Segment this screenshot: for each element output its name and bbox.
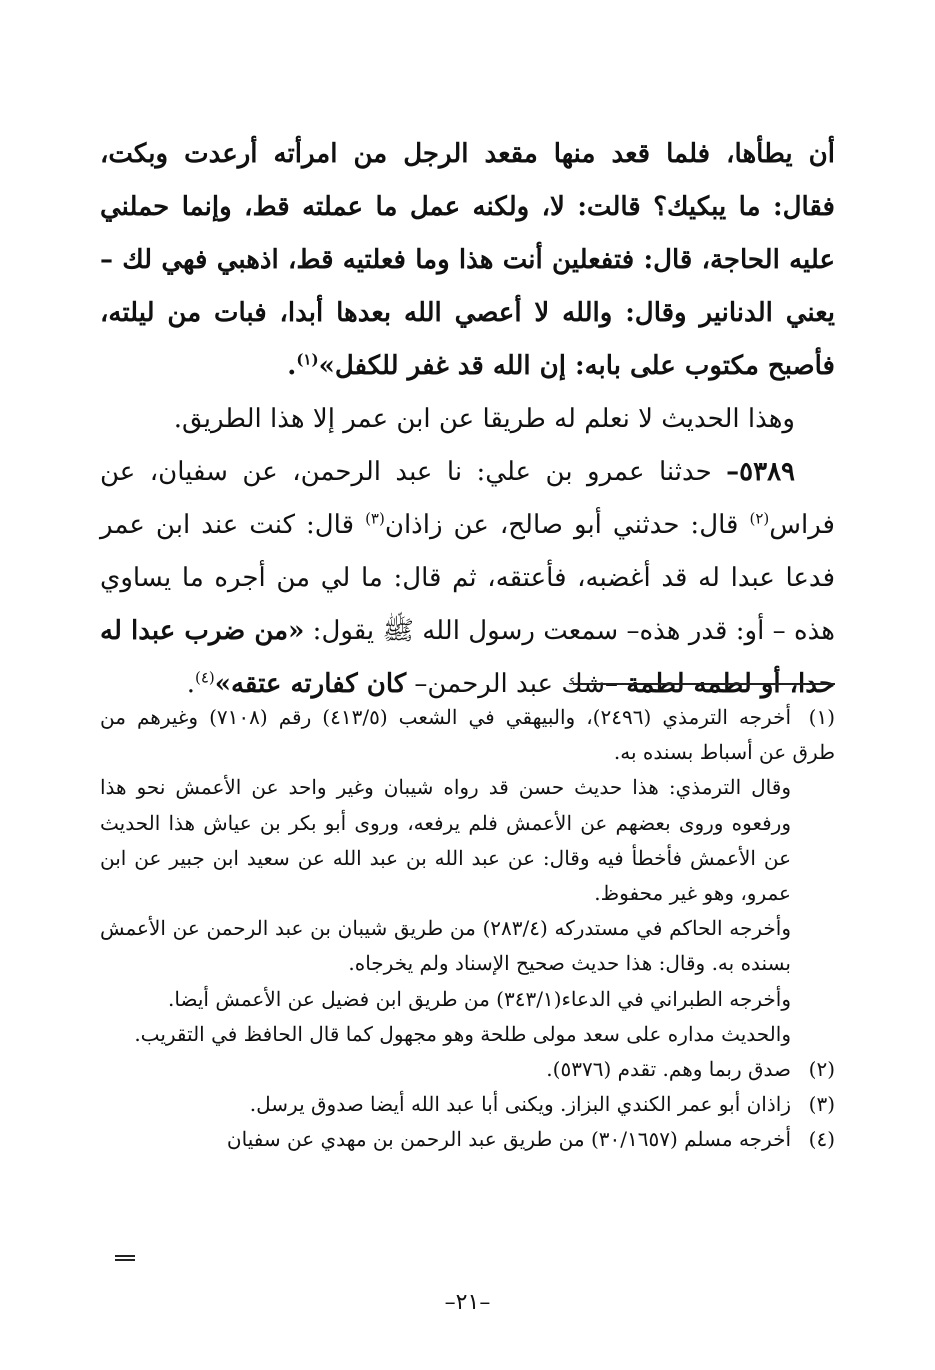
footnote-number: (١) — [808, 705, 836, 729]
footnote-text: صدق ربما وهم. تقدم (٥٣٧٦). — [546, 1057, 791, 1082]
footnote-2 — [100, 1052, 835, 1087]
period: . — [287, 351, 297, 381]
continuation-mark — [115, 1255, 135, 1257]
footnote-number: (٣) — [808, 1092, 835, 1117]
footnote-4 — [100, 1122, 835, 1157]
doubt-note: –شك عبد الرحمن– — [406, 669, 627, 699]
period: . — [186, 669, 195, 699]
matn-text-b: كان كفارته عتقه» — [214, 669, 407, 699]
footnotes — [100, 700, 835, 1158]
footnote-ref-3: (٣) — [365, 509, 385, 528]
footnote-divider — [573, 683, 835, 685]
main-text — [100, 128, 835, 711]
footnote-ref-4: (٤) — [194, 668, 215, 687]
footnote-ref-2: (٢) — [749, 509, 770, 528]
footnote-3 — [100, 1087, 835, 1122]
footnote-text: أخرجه الترمذي (٢٤٩٦)، والبيهقي في الشعب (٤١٣/٥) رقم (٧١٠٨) وغيرهم من طرق عن أسباط بسنده به. — [100, 705, 835, 765]
footnote-1-para-3: وأخرجه الحاكم في مستدركه (٢٨٣/٤) من طريق شيبان بن عبد الرحمن عن الأعمش بسنده به. وقال: هذا حديث صحيح الإسناد ولم يخرجاه. — [100, 916, 791, 976]
footnote-number: (٢) — [808, 1057, 835, 1082]
footnote-text: زاذان أبو عمر الكندي البزاز. ويكنى أبا عبد الله أيضا صدوق يرسل. — [249, 1092, 791, 1117]
footnote-1-para-2: وقال الترمذي: هذا حديث حسن قد رواه شيبان وغير واحد عن الأعمش نحو هذا ورفعوه وروى بعضهم عن الأعمش فلم يرفعه، وروى أبو بكر بن عياش هذا الحديث عن الأعمش فأخطأ فيه وقال: عن عبد الله بن عبد الله عن سعيد ابن جبير عن ابن عمرو، وهو غير محفوظ. — [100, 775, 791, 906]
isnad-text-b: قال: حدثني أبو صالح، عن زاذان — [384, 510, 750, 540]
footnote-1-para-4: وأخرجه الطبراني في الدعاء(٣٤٣/١) من طريق ابن فضيل عن الأعمش أيضا. — [168, 986, 791, 1011]
hadith-number: ٥٣٨٩– — [726, 457, 795, 487]
paragraph-comment: وهذا الحديث لا نعلم له طريقا عن ابن عمر إلا هذا الطريق. — [173, 404, 795, 434]
page-number: –٢١– — [444, 1290, 491, 1315]
footnote-1 — [100, 700, 835, 770]
footnote-text: أخرجه مسلم (٣٠/١٦٥٧) من طريق عبد الرحمن بن مهدي عن سفيان — [226, 1127, 791, 1152]
matn-text-a: «من ضرب عبدا له حدا، أو لطمه لطمة — [100, 616, 835, 699]
story-text: أن يطأها، فلما قعد منها مقعد الرجل من امرأته أرعدت وبكت، فقال: ما يبكيك؟ قالت: لا، ولكنه عمل ما عملته قط، وإنما حملني عليه الحاجة، قال: فتفعلين أنت هذا وما فعلتيه قط، اذهبي فهي لك –يعني الدنانير وقال: والله لا أعصي الله بعدها أبدا، فبات من ليلته، فأصبح مكتوب على بابه: إن الله قد غفر للكفل» — [100, 139, 835, 381]
isnad-text-a: حدثنا عمرو بن علي: نا عبد الرحمن، عن سفيان، عن فراس — [100, 457, 835, 540]
paragraph-hadith — [100, 446, 835, 711]
isnad-text-c: قال: كنت عند ابن عمر فدعا عبدا له قد أغضبه، فأعتقه، ثم قال: ما لي من أجره ما يساوي هذه – أو: قدر هذه– سمعت رسول الله ﷺ يقول: — [100, 510, 835, 646]
footnote-number: (٤) — [808, 1127, 835, 1152]
footnote-ref-1: (١) — [296, 350, 319, 369]
footnote-1-para-5: والحديث مداره على سعد مولى طلحة وهو مجهول كما قال الحافظ في التقريب. — [134, 1021, 791, 1046]
paragraph-story — [100, 128, 835, 393]
